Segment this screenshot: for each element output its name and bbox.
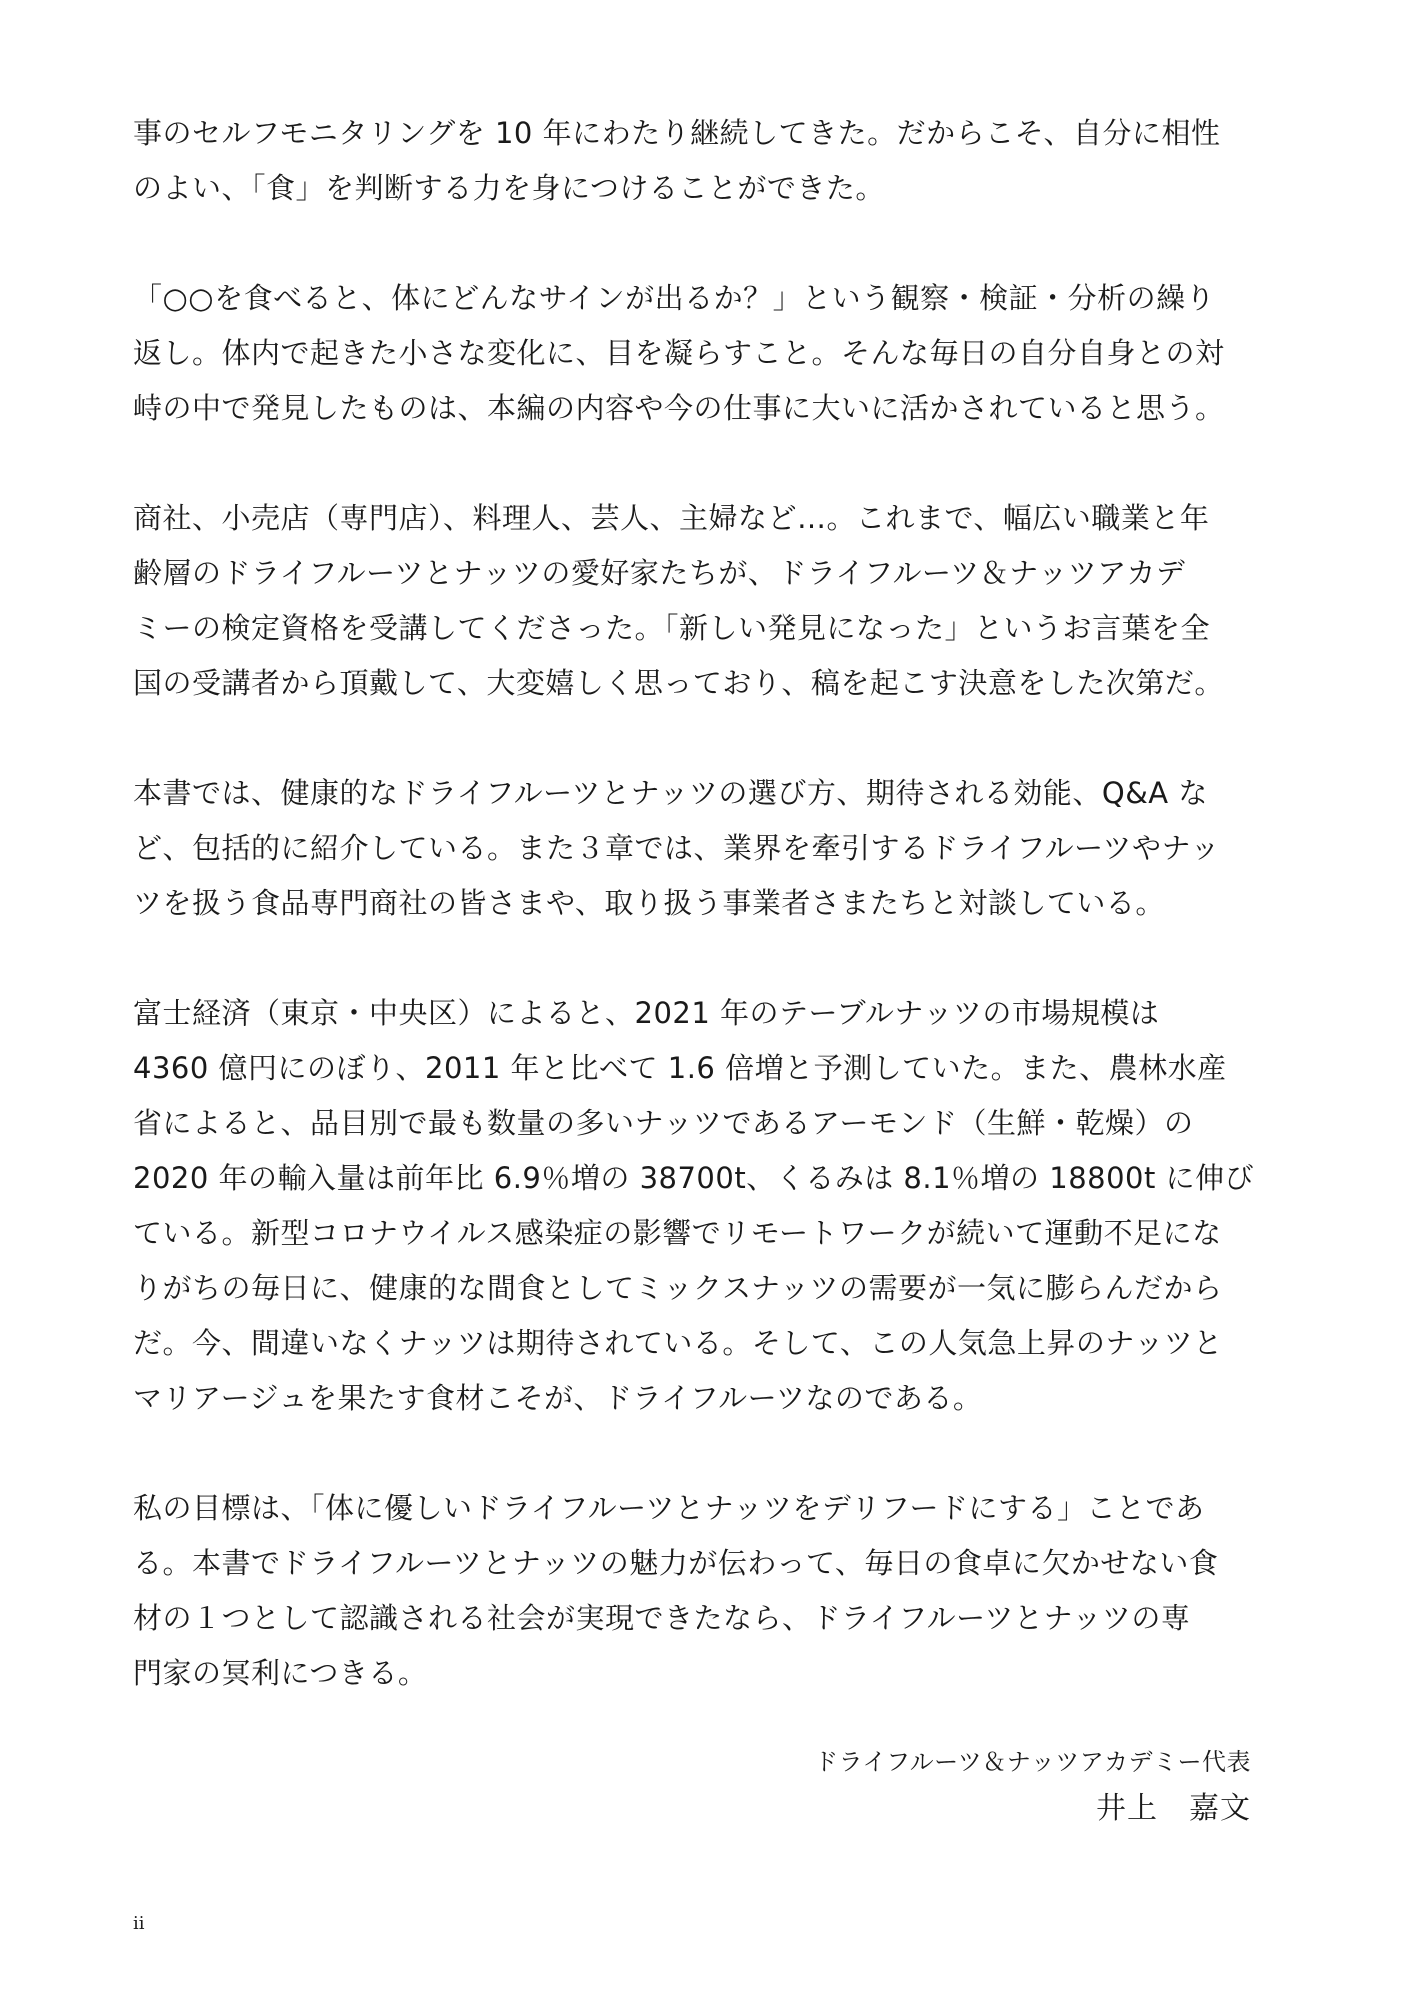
- text-line: 4360 億円にのぼり、2011 年と比べて 1.6 倍増と予測していた。また、農林水産: [133, 1051, 1227, 1085]
- text-line: 私の目標は、「体に優しいドライフルーツとナッツをデリフードにする」ことであ: [133, 1491, 1205, 1525]
- paragraph: [133, 271, 1283, 436]
- paragraph: [133, 1481, 1283, 1701]
- paragraph: [133, 491, 1283, 711]
- text-line: りがちの毎日に、健康的な間食としてミックスナッツの需要が一気に膨らんだから: [133, 1271, 1223, 1305]
- text-line: 商社、小売店（専門店）、料理人、芸人、主婦など…。これまで、幅広い職業と年: [133, 501, 1210, 535]
- text-line: 門家の冥利につきる。: [133, 1656, 428, 1690]
- text-line: 齢層のドライフルーツとナッツの愛好家たちが、ドライフルーツ＆ナッツアカデ: [133, 556, 1186, 590]
- text-line: マリアージュを果たす食材こそが、ドライフルーツなのである。: [133, 1381, 983, 1415]
- author-title: ドライフルーツ＆ナッツアカデミー代表: [814, 1748, 1251, 1776]
- body-text: [133, 106, 1283, 1756]
- author-signature: [814, 1742, 1251, 1836]
- text-line: 国の受講者から頂戴して、大変嬉しく思っており、稿を起こす決意をした次第だ。: [133, 666, 1224, 700]
- text-line: ツを扱う食品専門商社の皆さまや、取り扱う事業者さまたちと対談している。: [133, 886, 1165, 920]
- text-line: ミーの検定資格を受講してくださった。「新しい発見になった」というお言葉を全: [133, 611, 1211, 645]
- paragraph: [133, 986, 1283, 1426]
- text-line: のよい、「食」を判断する力を身につけることができた。: [133, 171, 885, 205]
- text-line: 「○○を食べると、体にどんなサインが出るか？」という観察・検証・分析の繰り: [133, 281, 1216, 315]
- text-line: 返し。体内で起きた小さな変化に、目を凝らすこと。そんな毎日の自分自身との対: [133, 336, 1225, 370]
- text-line: 2020 年の輸入量は前年比 6.9％増の 38700t、くるみは 8.1％増の 18800t に伸び: [133, 1161, 1255, 1195]
- page-number: ii: [133, 1913, 145, 1934]
- paragraph: [133, 106, 1283, 216]
- paragraph: [133, 766, 1283, 931]
- text-line: る。本書でドライフルーツとナッツの魅力が伝わって、毎日の食卓に欠かせない食: [133, 1546, 1219, 1580]
- author-name: 井上 嘉文: [1096, 1791, 1251, 1826]
- text-line: 本書では、健康的なドライフルーツとナッツの選び方、期待される効能、Q&A な: [133, 776, 1208, 810]
- text-line: だ。今、間違いなくナッツは期待されている。そして、この人気急上昇のナッツと: [133, 1326, 1223, 1360]
- text-line: ど、包括的に紹介している。また３章では、業界を牽引するドライフルーツやナッ: [133, 831, 1220, 865]
- text-line: 省によると、品目別で最も数量の多いナッツであるアーモンド（生鮮・乾燥）の: [133, 1106, 1194, 1140]
- text-line: ている。新型コロナウイルス感染症の影響でリモートワークが続いて運動不足にな: [133, 1216, 1222, 1250]
- text-line: 峙の中で発見したものは、本編の内容や今の仕事に大いに活かされていると思う。: [133, 391, 1225, 425]
- text-line: 事のセルフモニタリングを 10 年にわたり継続してきた。だからこそ、自分に相性: [133, 116, 1221, 150]
- text-line: 富士経済（東京・中央区）によると、2021 年のテーブルナッツの市場規模は: [133, 996, 1160, 1030]
- text-line: 材の１つとして認識される社会が実現できたなら、ドライフルーツとナッツの専: [133, 1601, 1191, 1635]
